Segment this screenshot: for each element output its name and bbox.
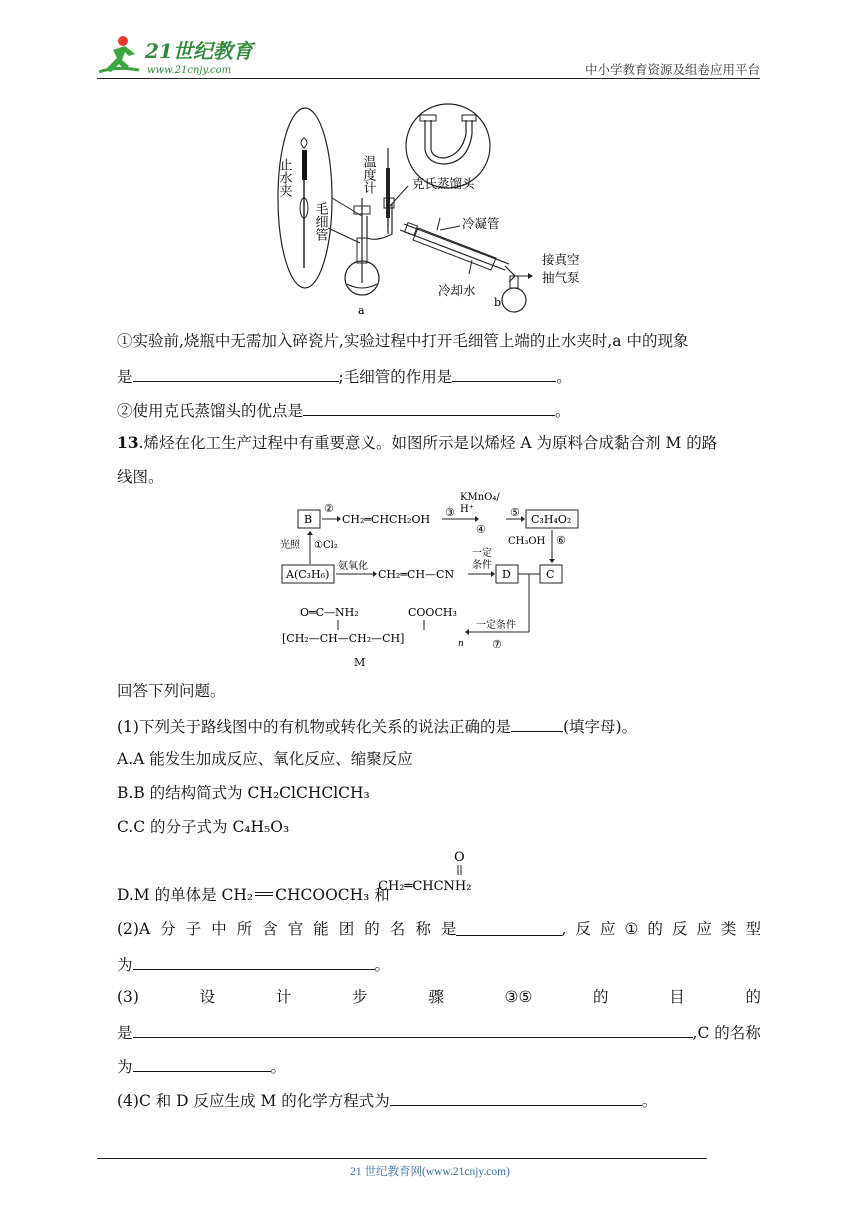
option-d: D.M 的单体是 CH₂ CHCOOCH₃ 和 [117, 886, 390, 904]
svg-text:冷凝管: 冷凝管 [462, 216, 500, 231]
svg-text:C₃H₄O₂: C₃H₄O₂ [531, 513, 572, 526]
svg-text:③: ③ [445, 506, 455, 519]
svg-text:一定: 一定 [472, 548, 492, 559]
svg-text:M: M [354, 656, 366, 669]
synthesis-route-scheme [280, 490, 600, 672]
q13-sub2-line1: (2)A 分 子 中 所 含 官 能 团 的 名 称 是 , 反 应 ① 的 反 应 类 型 [117, 920, 761, 938]
svg-text:光照: 光照 [280, 540, 300, 551]
q12-part1-line2: 是 ;毛细管的作用是 。 [117, 365, 572, 387]
q13-intro-line2: 线图。 [117, 468, 164, 486]
q12-part1-line1: ①实验前,烧瓶中无需加入碎瓷片,实验过程中打开毛细管上端的止水夹时,a 中的现象 [117, 332, 689, 350]
answer-blank[interactable] [456, 919, 561, 936]
footer-site[interactable]: 21 世纪教育网(www.21cnjy.com) [350, 1166, 510, 1178]
q13-sub3-line3: 为 。 [117, 1055, 286, 1077]
platform-name: 中小学教育资源及组卷应用平台 [584, 62, 760, 77]
svg-text:C: C [546, 568, 555, 581]
svg-text:接真空: 接真空 [542, 252, 580, 267]
svg-text:氨氧化: 氨氧化 [338, 561, 368, 572]
q13-sub3-line1: (3) 设 计 步 骤 ③⑤ 的 目 的 [117, 988, 761, 1006]
svg-text:⑤: ⑤ [510, 506, 520, 519]
svg-text:①Cl₂: ①Cl₂ [314, 540, 338, 551]
answer-blank[interactable] [133, 1055, 271, 1072]
svg-text:克氏蒸馏头: 克氏蒸馏头 [412, 176, 475, 191]
option-c: C.C 的分子式为 C₄H₅O₃ [117, 818, 290, 836]
logo-url: www.21cnjy.com [147, 65, 232, 76]
distillation-apparatus-figure [270, 98, 590, 320]
svg-text:A(C₃H₆): A(C₃H₆) [286, 568, 330, 581]
svg-text:冷却水: 冷却水 [438, 283, 476, 298]
option-b: B.B 的结构简式为 CH₂ClCHClCH₃ [117, 784, 370, 802]
svg-text:a: a [358, 304, 365, 317]
svg-text:温度计: 温度计 [360, 155, 376, 194]
q12-part2: ②使用克氏蒸馏头的优点是 。 [117, 399, 571, 421]
svg-text:O: O [454, 850, 465, 865]
answer-blank[interactable] [133, 1021, 693, 1038]
svg-text:⑥: ⑥ [556, 534, 566, 547]
svg-text:CH₂═CH—CN: CH₂═CH—CN [378, 568, 455, 581]
svg-text:[CH₂—CH—CH₂—CH]: [CH₂—CH—CH₂—CH] [282, 632, 405, 645]
answer-blank[interactable] [133, 365, 339, 382]
answer-blank[interactable] [390, 1089, 642, 1106]
svg-text:止水夹: 止水夹 [276, 158, 292, 197]
svg-text:D: D [502, 568, 511, 581]
header-logo [95, 32, 265, 78]
svg-text:B: B [304, 513, 313, 526]
q13-sub2-line2: 为 。 [117, 953, 390, 975]
answer-blank[interactable] [303, 399, 555, 416]
svg-text:KMnO₄/: KMnO₄/ [460, 492, 500, 503]
q13-sub4: (4)C 和 D 反应生成 M 的化学方程式为 。 [117, 1089, 657, 1111]
q13-sub3-line2: 是 ,C 的名称 [117, 1021, 761, 1043]
footer-rule [97, 1158, 707, 1159]
answer-blank[interactable] [511, 715, 563, 732]
svg-text:④: ④ [476, 523, 486, 536]
option-a: A.A 能发生加成反应、氧化反应、缩聚反应 [117, 750, 413, 768]
svg-text:⑦: ⑦ [492, 638, 502, 651]
runner-icon [99, 36, 139, 72]
svg-text:n: n [458, 639, 464, 649]
answer-prompt: 回答下列问题。 [117, 682, 226, 700]
logo-title: 21世纪教育 [145, 39, 253, 63]
svg-text:一定条件: 一定条件 [476, 620, 516, 631]
answer-blank[interactable] [452, 365, 556, 382]
svg-text:CH₂═CHCH₂OH: CH₂═CHCH₂OH [342, 513, 431, 526]
svg-text:CH₃OH: CH₃OH [508, 536, 546, 547]
svg-text:条件: 条件 [472, 560, 492, 571]
answer-blank[interactable] [133, 953, 375, 970]
svg-text:CH₂═CHCNH₂: CH₂═CHCNH₂ [378, 879, 472, 894]
svg-text:②: ② [324, 502, 334, 515]
svg-text:b: b [494, 296, 502, 309]
svg-text:COOCH₃: COOCH₃ [408, 606, 457, 619]
q13-sub1: (1)下列关于路线图中的有机物或转化关系的说法正确的是 (填字母)。 [117, 715, 637, 737]
svg-text:H⁺: H⁺ [460, 504, 474, 515]
svg-text:抽气泵: 抽气泵 [542, 270, 580, 285]
svg-text:毛细管: 毛细管 [312, 202, 328, 241]
header-rule [97, 78, 760, 79]
q13-intro-line1: 13.烯烃在化工生产过程中有重要意义。如图所示是以烯烃 A 为原料合成黏合剂 M 的路 [117, 433, 718, 452]
amide-monomer-structure [378, 846, 508, 896]
svg-text:O═C—NH₂: O═C—NH₂ [300, 606, 359, 619]
